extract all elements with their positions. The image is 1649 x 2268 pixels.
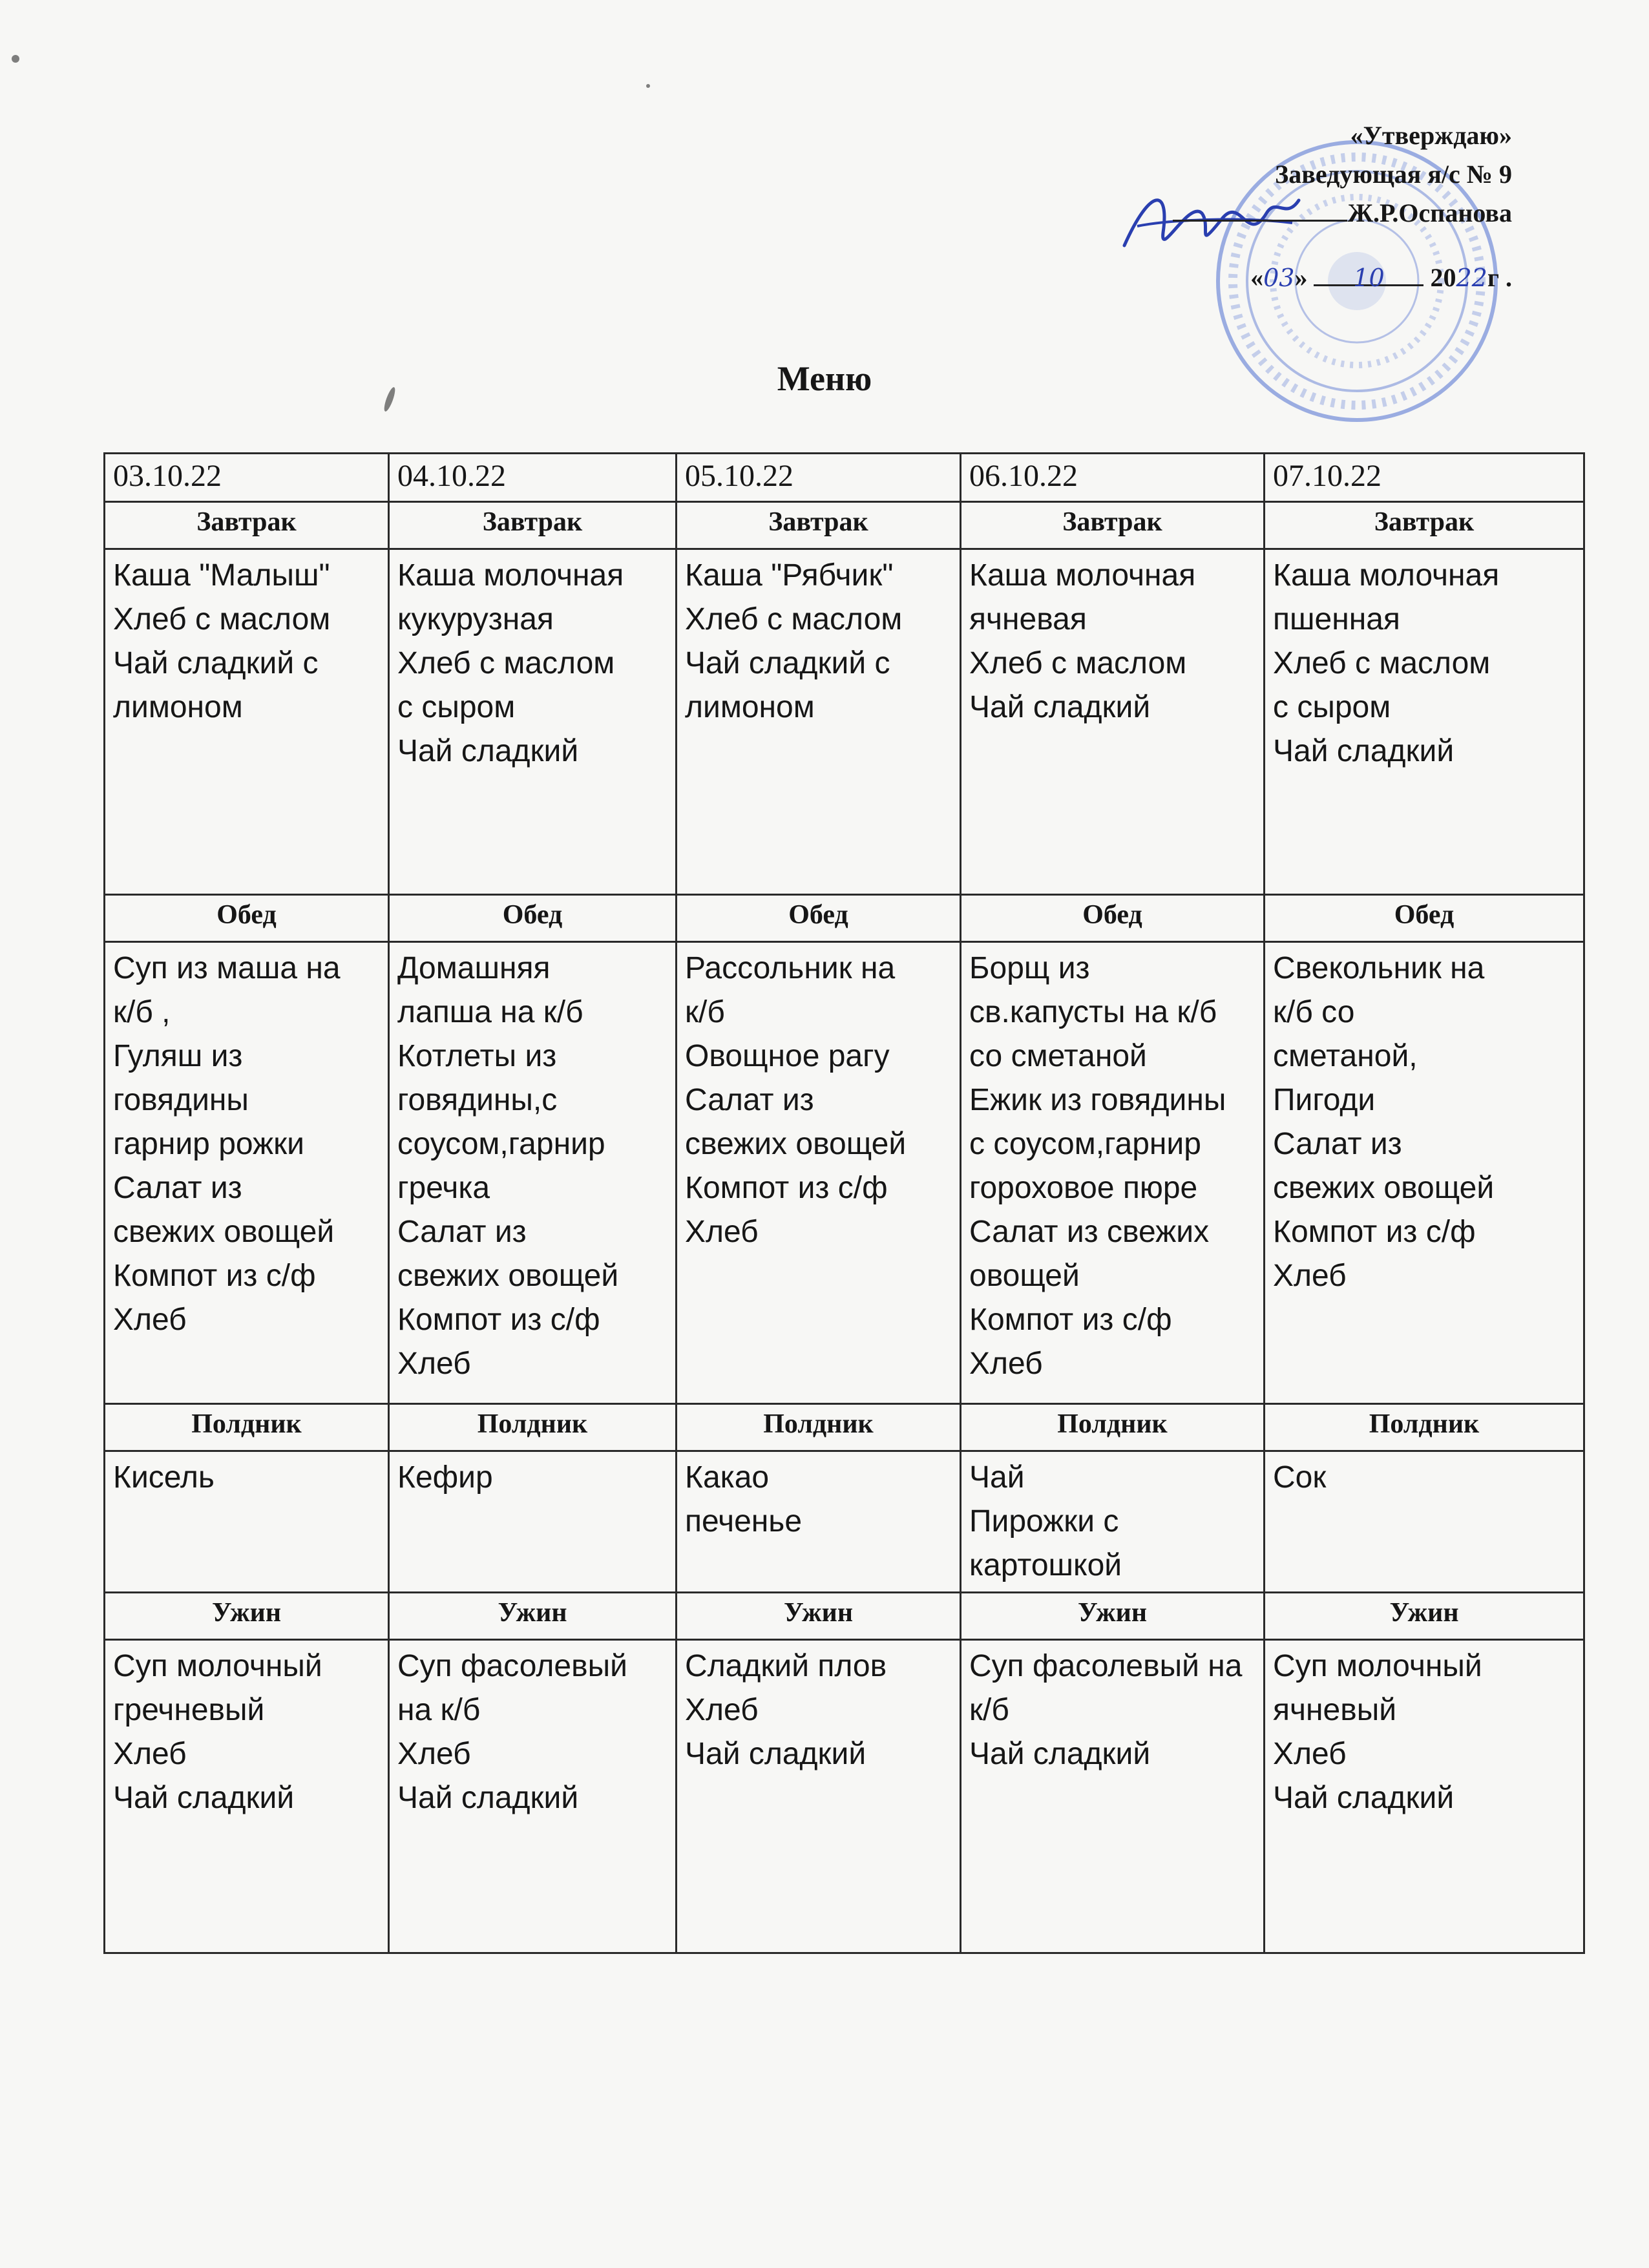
menu-cell: Суп молочный ячневый Хлеб Чай сладкий [1265,1640,1584,1953]
menu-table [103,452,1585,1954]
scan-speck [646,84,650,88]
meal-header: Полдник [1265,1404,1584,1451]
meal-header: Завтрак [961,502,1265,549]
menu-cell: Каша молочная ячневая Хлеб с маслом Чай сладкий [961,549,1265,895]
approval-year-unit: г . [1487,263,1512,292]
date-cell: 06.10.22 [961,454,1265,502]
meal-header: Завтрак [1265,502,1584,549]
approval-year-suffix: 22 [1456,264,1487,292]
date-cell: 07.10.22 [1265,454,1584,502]
approval-block [1073,116,1512,297]
meal-row-uzhin [105,1640,1584,1953]
menu-cell: Каша молочная пшенная Хлеб с маслом с сыром Чай сладкий [1265,549,1584,895]
signature-blank [1173,194,1347,222]
date-cell: 03.10.22 [105,454,389,502]
menu-cell: Суп фасолевый на к/б Чай сладкий [961,1640,1265,1953]
menu-cell: Рассольник на к/б Овощное рагу Салат из свежих овощей Компот из с/ф Хлеб [677,942,961,1404]
menu-cell: Каша "Рябчик" Хлеб с маслом Чай сладкий с лимоном [677,549,961,895]
meal-header: Обед [961,895,1265,942]
menu-cell: Каша молочная кукурузная Хлеб с маслом с сыром Чай сладкий [389,549,677,895]
meal-header: Завтрак [389,502,677,549]
approval-position: Заведующая я/с № 9 [1275,160,1512,189]
menu-cell: Суп фасолевый на к/б Хлеб Чай сладкий [389,1640,677,1953]
meal-row-poldnik [105,1451,1584,1593]
date-row [105,454,1584,502]
menu-cell: Какао печенье [677,1451,961,1593]
approval-month-blank [1314,258,1423,292]
meal-header: Обед [105,895,389,942]
meal-header: Завтрак [677,502,961,549]
meal-header: Ужин [105,1593,389,1640]
date-cell: 04.10.22 [389,454,677,502]
page-title: Меню [777,359,872,398]
menu-cell: Кисель [105,1451,389,1593]
menu-cell: Суп из маша на к/б , Гуляш из говядины гарнир рожки Салат из свежих овощей Компот из с/ф Хлеб [105,942,389,1404]
meal-header: Полдник [961,1404,1265,1451]
menu-cell: Каша "Малыш" Хлеб с маслом Чай сладкий с лимоном [105,549,389,895]
menu-cell: Борщ из св.капусты на к/б со сметаной Ежик из говядины с соусом,гарнир гороховое пюре Салат из свежих овощей Компот из с/ф Хлеб [961,942,1265,1404]
meal-header: Обед [1265,895,1584,942]
approval-year-prefix: 20 [1430,263,1456,292]
meal-header: Полдник [105,1404,389,1451]
meal-header-row-obed [105,895,1584,942]
menu-cell: Сладкий плов Хлеб Чай сладкий [677,1640,961,1953]
menu-cell: Сок [1265,1451,1584,1593]
meal-header: Полдник [389,1404,677,1451]
approval-signature-line [1073,194,1512,233]
meal-header: Обед [677,895,961,942]
menu-cell: Чай Пирожки с картошкой [961,1451,1265,1593]
menu-cell: Домашняя лапша на к/б Котлеты из говядины,с соусом,гарнир гречка Салат из свежих овощей Компот из с/ф Хлеб [389,942,677,1404]
scan-speck [12,55,19,63]
meal-header-row-uzhin [105,1593,1584,1640]
approver-name: Ж.Р.Оспанова [1347,198,1512,227]
meal-header: Ужин [1265,1593,1584,1640]
menu-cell: Свекольник на к/б со сметаной, Пигоди Салат из свежих овощей Компот из с/ф Хлеб [1265,942,1584,1404]
meal-header-row-poldnik [105,1404,1584,1451]
date-cell: 05.10.22 [677,454,961,502]
meal-row-zavtrak [105,549,1584,895]
menu-cell: Суп молочный гречневый Хлеб Чай сладкий [105,1640,389,1953]
meal-row-obed [105,942,1584,1404]
meal-header: Ужин [677,1593,961,1640]
meal-header: Завтрак [105,502,389,549]
meal-header: Полдник [677,1404,961,1451]
meal-header: Ужин [961,1593,1265,1640]
approval-day: 03 [1263,264,1295,292]
approval-month: 10 [1353,264,1385,292]
meal-header: Обед [389,895,677,942]
menu-cell: Кефир [389,1451,677,1593]
meal-header: Ужин [389,1593,677,1640]
approval-heading: «Утверждаю» [1350,121,1512,150]
meal-header-row-zavtrak [105,502,1584,549]
approval-date: «03» 10 2022г . [1073,258,1512,297]
